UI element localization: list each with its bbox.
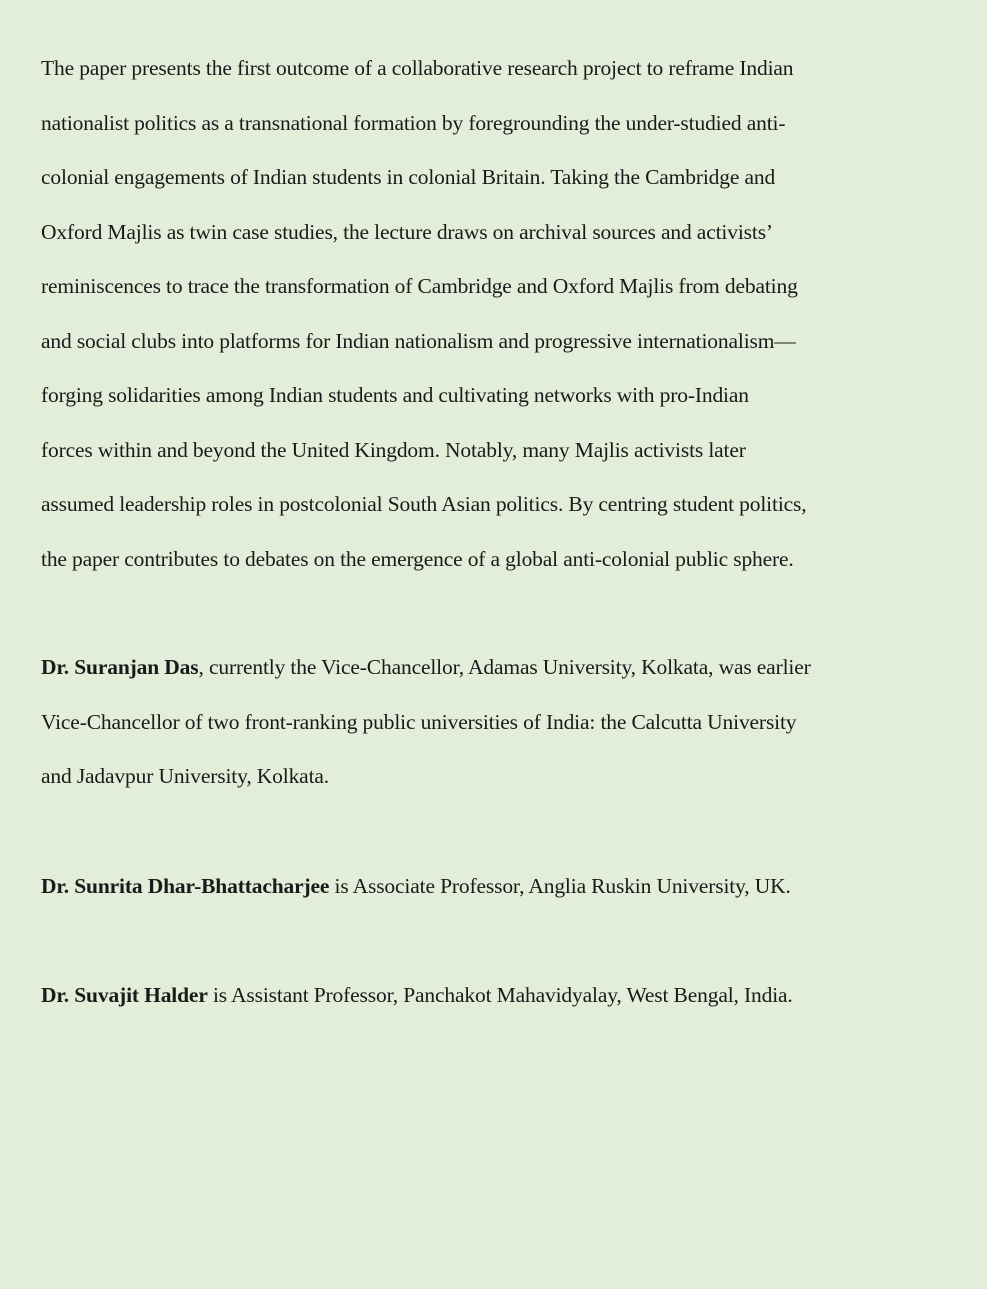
abstract-line: the paper contributes to debates on the emergence of a global anti-colonial public sphere. (41, 546, 794, 571)
bio-line (41, 975, 793, 1015)
bio-name: Dr. Suranjan Das (41, 655, 199, 679)
bio-line: Vice-Chancellor of two front-ranking public universities of India: the Calcutta University (41, 709, 797, 734)
bio-text: is Assistant Professor, Panchakot Mahavidyalay, West Bengal, India. (207, 983, 793, 1007)
abstract-line: Oxford Majlis as twin case studies, the lecture draws on archival sources and activists’ (41, 219, 773, 244)
abstract-line: colonial engagements of Indian students in colonial Britain. Taking the Cambridge and (41, 165, 776, 189)
bio-name: Dr. Suvajit Halder (41, 983, 208, 1007)
abstract-line: The paper presents the first outcome of a collaborative research project to reframe Indian (41, 56, 794, 80)
bio-name: Dr. Sunrita Dhar-Bhattacharjee (41, 873, 330, 898)
abstract-line: assumed leadership roles in postcolonial South Asian politics. By centring student politics, (41, 492, 807, 516)
bio-line (41, 647, 811, 687)
abstract-line: forging solidarities among Indian students and cultivating networks with pro-Indian (41, 383, 749, 407)
bio-text: , currently the Vice-Chancellor, Adamas University, Kolkata, was earlier (198, 655, 811, 679)
bio-line (41, 866, 791, 906)
abstract-line: forces within and beyond the United Kingdom. Notably, many Majlis activists later (41, 437, 746, 462)
abstract-line: and social clubs into platforms for Indian nationalism and progressive internationalism— (41, 328, 796, 353)
bio-line: and Jadavpur University, Kolkata. (41, 764, 330, 788)
bio-text: is Associate Professor, Anglia Ruskin University, UK. (329, 873, 791, 898)
abstract-line: reminiscences to trace the transformation of Cambridge and Oxford Majlis from debating (41, 274, 798, 298)
abstract-line: nationalist politics as a transnational formation by foregrounding the under-studied anti- (41, 110, 786, 135)
